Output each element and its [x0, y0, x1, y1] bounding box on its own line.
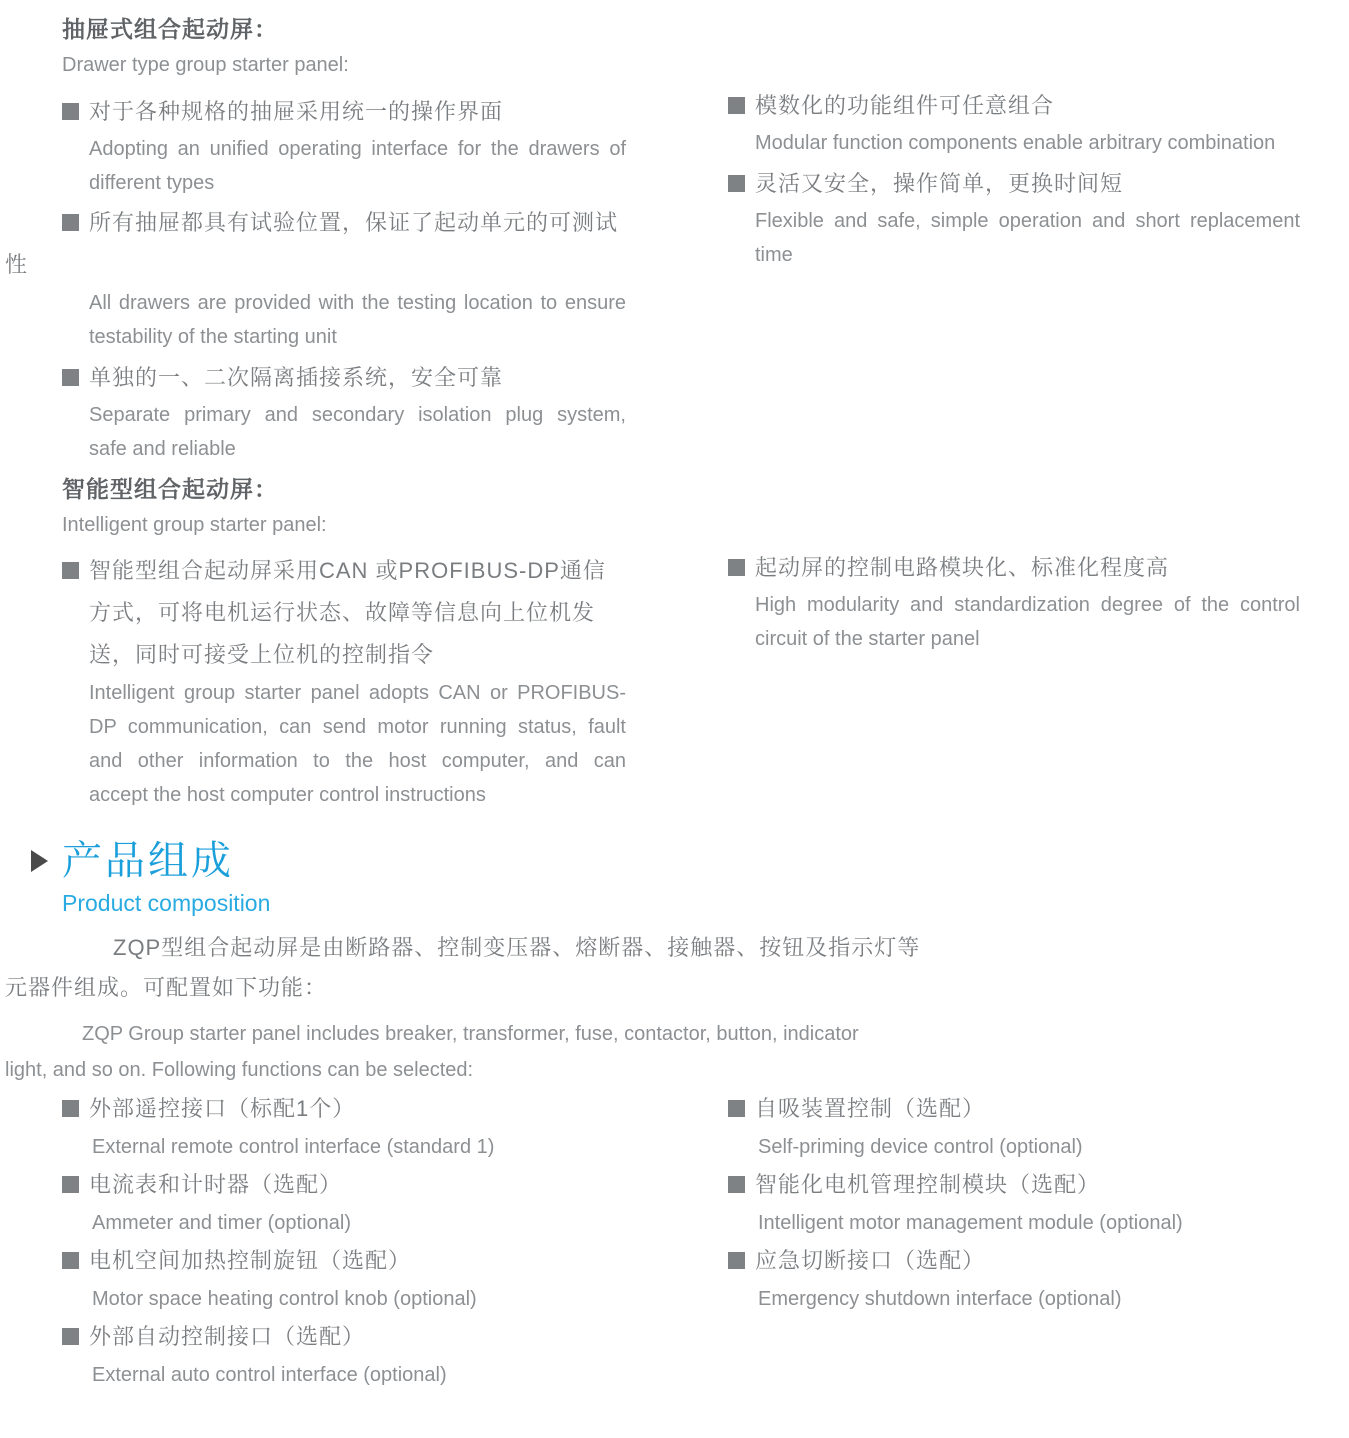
bullet-square-icon — [728, 1100, 745, 1117]
drawer-bullet-3 — [62, 358, 637, 466]
bullet-text-zh: 灵活又安全，操作简单，更换时间短 — [755, 171, 1124, 196]
bullet-text-en: Adopting an unified operating interface for the drawers of — [89, 138, 626, 160]
composition-heading-zh: 产品组成 — [62, 839, 234, 883]
feature-en: External auto control interface (optional) — [92, 1364, 447, 1386]
bullet-text-zh: 智能型组合起动屏采用CAN 或PROFIBUS-DP通信 — [89, 558, 606, 583]
composition-heading — [31, 838, 270, 918]
feature-zh: 电流表和计时器（选配） — [89, 1172, 343, 1197]
feature-en: Self-priming device control (optional) — [758, 1136, 1083, 1158]
drawer-right-bullet-2 — [728, 164, 1328, 272]
feature-en: Intelligent motor management module (optional) — [758, 1212, 1183, 1234]
section-arrow-icon — [31, 850, 48, 872]
bullet-text-en: time — [755, 244, 793, 266]
composition-heading-en: Product composition — [62, 890, 271, 916]
composition-paragraphs — [5, 928, 945, 1088]
bullet-text-en: accept the host computer control instructions — [89, 784, 486, 806]
bullet-text-en: testability of the starting unit — [89, 326, 337, 348]
intelligent-bullet — [62, 550, 637, 812]
bullet-square-icon — [62, 1176, 79, 1193]
feature-item — [62, 1242, 662, 1318]
bullet-square-icon — [728, 1252, 745, 1269]
bullet-text-zh-hanging: 性 — [5, 252, 29, 277]
composition-para-en: light, and so on. Following functions can be selected: — [5, 1059, 474, 1081]
intelligent-title-en: Intelligent group starter panel: — [62, 514, 327, 536]
drawer-right-bullet-1 — [728, 86, 1328, 160]
bullet-square-icon — [62, 369, 79, 386]
bullet-square-icon — [62, 214, 79, 231]
bullet-text-en: safe and reliable — [89, 438, 236, 460]
feature-en: Ammeter and timer (optional) — [92, 1212, 351, 1234]
bullet-text-zh: 送，同时可接受上位机的控制指令 — [89, 642, 435, 667]
composition-para-zh: ZQP型组合起动屏是由断路器、控制变压器、熔断器、接触器、按钮及指示灯等 — [113, 935, 921, 960]
feature-item — [728, 1242, 1328, 1318]
feature-item — [62, 1318, 662, 1394]
intelligent-section-left — [62, 474, 637, 812]
composition-para-zh: 元器件组成。可配置如下功能： — [5, 975, 328, 1000]
feature-en: External remote control interface (standard 1) — [92, 1136, 495, 1158]
bullet-text-en: All drawers are provided with the testing location to ensure — [89, 292, 626, 314]
bullet-text-zh: 对于各种规格的抽屉采用统一的操作界面 — [89, 99, 504, 124]
drawer-title-en: Drawer type group starter panel: — [62, 54, 349, 76]
bullet-square-icon — [728, 1176, 745, 1193]
feature-item — [62, 1090, 662, 1166]
feature-item — [728, 1090, 1328, 1166]
feature-item — [728, 1166, 1328, 1242]
bullet-text-en: Separate primary and secondary isolation plug system, — [89, 404, 626, 426]
bullet-square-icon — [62, 1328, 79, 1345]
feature-zh: 应急切断接口（选配） — [755, 1248, 986, 1273]
bullet-square-icon — [728, 97, 745, 114]
bullet-text-en: different types — [89, 172, 215, 194]
bullet-text-en: Modular function components enable arbitrary combination — [755, 132, 1276, 154]
bullet-text-en: and other information to the host computer, and can — [89, 750, 626, 772]
bullet-text-zh: 起动屏的控制电路模块化、标准化程度高 — [755, 555, 1170, 580]
feature-item — [62, 1166, 662, 1242]
bullet-text-en: DP communication, can send motor running status, fault — [89, 716, 626, 738]
drawer-section-right — [728, 86, 1328, 272]
feature-en: Emergency shutdown interface (optional) — [758, 1288, 1122, 1310]
feature-zh: 外部遥控接口（标配1个） — [89, 1096, 356, 1121]
bullet-text-en: Flexible and safe, simple operation and short replacement — [755, 210, 1300, 232]
feature-zh: 智能化电机管理控制模块（选配） — [755, 1172, 1101, 1197]
drawer-bullet-2 — [5, 202, 637, 354]
feature-zh: 电机空间加热控制旋钮（选配） — [89, 1248, 412, 1273]
intelligent-right-bullet — [728, 548, 1328, 656]
bullet-text-zh: 模数化的功能组件可任意组合 — [755, 93, 1055, 118]
bullet-square-icon — [62, 1100, 79, 1117]
bullet-text-en: High modularity and standardization degree of the control — [755, 594, 1300, 616]
bullet-text-zh: 所有抽屉都具有试验位置，保证了起动单元的可测试 — [89, 210, 619, 235]
bullet-square-icon — [62, 103, 79, 120]
bullet-square-icon — [62, 1252, 79, 1269]
bullet-text-zh: 单独的一、二次隔离插接系统，安全可靠 — [89, 365, 504, 390]
intelligent-title-zh: 智能型组合起动屏： — [62, 476, 278, 502]
drawer-title-zh: 抽屉式组合起动屏： — [62, 16, 278, 42]
drawer-section-left — [5, 14, 637, 466]
bullet-square-icon — [728, 559, 745, 576]
feature-zh: 自吸装置控制（选配） — [755, 1096, 986, 1121]
composition-list-left — [62, 1090, 662, 1394]
composition-para-en: ZQP Group starter panel includes breaker, transformer, fuse, contactor, button, indicator — [82, 1023, 859, 1045]
bullet-text-zh: 方式，可将电机运行状态、故障等信息向上位机发 — [89, 600, 596, 625]
intelligent-section-right — [728, 548, 1328, 656]
bullet-text-en: circuit of the starter panel — [755, 628, 980, 650]
bullet-text-en: Intelligent group starter panel adopts CAN or PROFIBUS- — [89, 682, 626, 704]
drawer-bullet-1 — [62, 92, 637, 200]
composition-list-right — [728, 1090, 1328, 1318]
feature-en: Motor space heating control knob (optional) — [92, 1288, 477, 1310]
bullet-square-icon — [728, 175, 745, 192]
feature-zh: 外部自动控制接口（选配） — [89, 1324, 366, 1349]
bullet-square-icon — [62, 562, 79, 579]
